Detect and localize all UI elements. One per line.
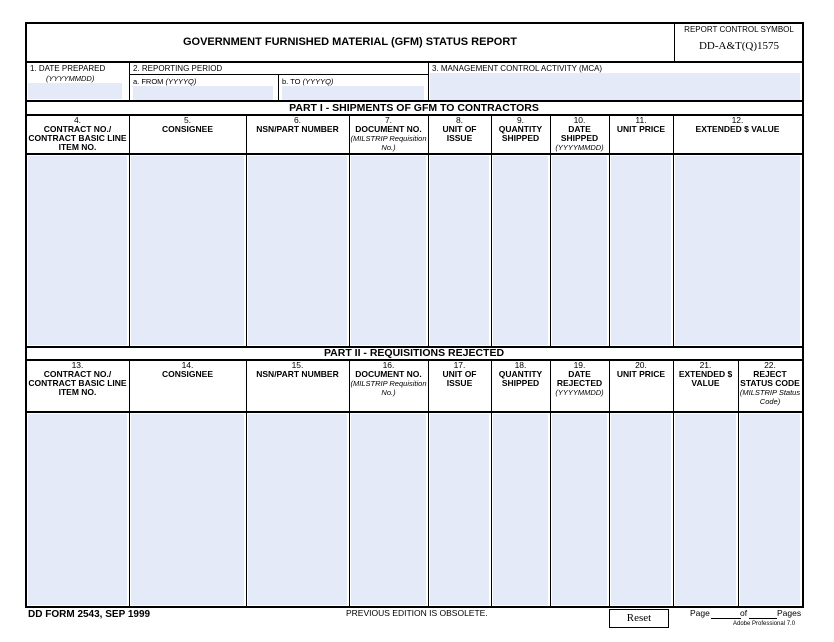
part1-column-divider [609, 114, 610, 346]
part2-col-number: 13. [71, 360, 84, 370]
part1-col-label: CONSIGNEE [161, 124, 213, 134]
frame-right [802, 22, 804, 608]
part1-column-entry[interactable] [430, 156, 489, 345]
part1-col-label: UNIT OF ISSUE [442, 124, 477, 143]
part2-col-number: 14. [181, 360, 194, 370]
from-to-divider [278, 74, 279, 101]
part1-column-divider [491, 114, 492, 346]
part1-column-divider [550, 114, 551, 346]
part1-col-number: 4. [73, 115, 82, 125]
field1-divider [129, 62, 130, 101]
part2-column-entry[interactable] [675, 414, 736, 605]
part2-col-number: 15. [291, 360, 304, 370]
part1-col-number: 11. [635, 115, 647, 125]
part2-title: PART II - REQUISITIONS REJECTED [323, 347, 505, 359]
part1-col-label: NSN/PART NUMBER [256, 124, 339, 134]
part2-column-entry[interactable] [430, 414, 489, 605]
part1-column-divider [673, 114, 674, 346]
part1-col-header [429, 116, 490, 143]
part1-col-header [27, 116, 128, 152]
from-label: a. FROM [133, 77, 164, 86]
part1-column-entry[interactable] [131, 156, 244, 345]
part1-col-header [610, 116, 672, 134]
part2-column-divider [738, 359, 739, 606]
part1-column-entry[interactable] [675, 156, 800, 345]
part2-col-number: 18. [514, 360, 527, 370]
part2-col-label: EXTENDED $ VALUE [678, 369, 733, 388]
part2-column-entry[interactable] [740, 414, 800, 605]
part1-col-header [130, 116, 245, 134]
to-label: b. TO [282, 77, 301, 86]
part2-col-header [674, 361, 737, 388]
part2-col-header [130, 361, 245, 379]
part2-column-entry[interactable] [28, 414, 127, 605]
form-title: GOVERNMENT FURNISHED MATERIAL (GFM) STATUS REPORT [182, 36, 518, 48]
part2-col-label: NSN/PART NUMBER [256, 369, 339, 379]
part2-column-divider [673, 359, 674, 606]
to-hint: (YYYYQ) [302, 77, 334, 86]
producer-note: Adobe Professional 7.0 [733, 621, 796, 627]
total-pages-field[interactable] [749, 618, 777, 619]
part2-col-label: QUANTITY SHIPPED [498, 369, 543, 388]
control-symbol-value: DD-A&T(Q)1575 [698, 40, 780, 52]
part1-column-divider [428, 114, 429, 346]
part2-col-label: CONTRACT NO./ CONTRACT BASIC LINE ITEM NO. [28, 369, 127, 397]
part2-column-divider [550, 359, 551, 606]
part2-col-number: 22. [764, 360, 776, 370]
part1-col-label: DOCUMENT NO. [355, 124, 422, 134]
part1-col-header [350, 116, 427, 152]
part2-column-divider [349, 359, 350, 606]
part1-col-hint: (YYYYMMDD) [555, 143, 604, 152]
mca-label: 3. MANAGEMENT CONTROL ACTIVITY (MCA) [432, 64, 603, 73]
part2-col-label: CONSIGNEE [161, 369, 213, 379]
part2-column-divider [428, 359, 429, 606]
part1-column-entry[interactable] [28, 156, 127, 345]
part2-col-hint: (YYYYMMDD) [555, 388, 604, 397]
part1-col-number: 7. [384, 115, 393, 125]
part2-col-label: DATE REJECTED [556, 369, 603, 388]
reset-button[interactable]: Reset [609, 609, 669, 628]
part1-col-label: EXTENDED $ VALUE [695, 124, 780, 134]
date-prepared-input[interactable] [28, 83, 122, 99]
part1-col-label: DATE SHIPPED [560, 124, 599, 143]
part2-col-header [350, 361, 427, 397]
part1-column-entry[interactable] [552, 156, 607, 345]
title-bottom-rule [25, 61, 803, 63]
part2-column-divider [246, 359, 247, 606]
page-number-field[interactable] [711, 618, 741, 619]
form-id: DD FORM 2543, SEP 1999 [28, 609, 151, 620]
part1-col-number: 8. [455, 115, 464, 125]
obsolete-notice: PREVIOUS EDITION IS OBSOLETE. [346, 608, 488, 618]
part1-col-number: 12. [731, 115, 744, 125]
part1-col-label: UNIT PRICE [616, 124, 666, 134]
part2-col-header [739, 361, 801, 406]
part2-col-label: UNIT OF ISSUE [442, 369, 477, 388]
from-label-wrap [133, 77, 196, 86]
part1-column-divider [246, 114, 247, 346]
part2-column-entry[interactable] [552, 414, 607, 605]
part1-col-number: 6. [293, 115, 302, 125]
part1-column-divider [129, 114, 130, 346]
part2-column-entry[interactable] [131, 414, 244, 605]
part2-column-divider [491, 359, 492, 606]
part1-col-hint: (MILSTRIP Requisition No.) [350, 134, 427, 152]
part2-col-number: 16. [382, 360, 395, 370]
part2-col-number: 21. [699, 360, 712, 370]
part1-col-number: 10. [573, 115, 586, 125]
part2-column-divider [129, 359, 130, 606]
pages-label: Pages [777, 608, 802, 618]
part2-col-header [429, 361, 490, 388]
to-label-wrap [282, 77, 333, 86]
part2-column-entry[interactable] [351, 414, 426, 605]
part1-col-header [247, 116, 348, 134]
part2-col-number: 19. [573, 360, 586, 370]
field2-divider [428, 62, 429, 101]
part2-col-hint: (MILSTRIP Status Code) [739, 388, 801, 406]
of-label: of [740, 608, 748, 618]
date-prepared-hint: (YYYYMMDD) [46, 74, 95, 83]
part2-column-entry[interactable] [611, 414, 671, 605]
part1-col-number: 5. [183, 115, 192, 125]
part1-col-label: QUANTITY SHIPPED [498, 124, 543, 143]
part2-col-header [610, 361, 672, 379]
page-label: Page [690, 608, 710, 618]
part2-col-number: 17. [453, 360, 466, 370]
part1-header-rule [25, 153, 803, 155]
date-prepared-label: 1. DATE PREPARED [30, 64, 106, 73]
part2-header-rule [25, 411, 803, 413]
part1-column-entry[interactable] [493, 156, 548, 345]
part1-title: PART I - SHIPMENTS OF GFM TO CONTRACTORS [289, 102, 539, 114]
from-hint: (YYYYQ) [165, 77, 197, 86]
part2-column-entry[interactable] [493, 414, 548, 605]
part2-col-label: REJECT STATUS CODE [740, 369, 800, 388]
part2-col-hint: (MILSTRIP Requisition No.) [350, 379, 427, 397]
reporting-period-rule [130, 74, 428, 75]
part2-col-label: UNIT PRICE [616, 369, 666, 379]
mca-input[interactable] [430, 73, 800, 100]
part1-column-entry[interactable] [248, 156, 347, 345]
part1-column-entry[interactable] [611, 156, 671, 345]
part1-col-label: CONTRACT NO./ CONTRACT BASIC LINE ITEM NO. [28, 124, 127, 152]
reporting-period-label: 2. REPORTING PERIOD [133, 64, 223, 73]
part2-col-header [492, 361, 549, 388]
part2-column-divider [609, 359, 610, 606]
part2-col-header [27, 361, 128, 397]
frame-top [25, 22, 803, 24]
part1-column-entry[interactable] [351, 156, 426, 345]
part2-col-header [247, 361, 348, 379]
part1-col-header [492, 116, 549, 143]
part1-column-divider [349, 114, 350, 346]
part2-column-entry[interactable] [248, 414, 347, 605]
part1-col-number: 9. [516, 115, 525, 125]
from-input[interactable] [133, 86, 273, 100]
part2-col-label: DOCUMENT NO. [355, 369, 422, 379]
to-input[interactable] [282, 86, 424, 100]
control-symbol-label: REPORT CONTROL SYMBOL [684, 25, 794, 34]
part2-col-header [551, 361, 608, 397]
title-divider [674, 22, 675, 62]
part2-col-number: 20. [635, 360, 647, 370]
part1-col-header [674, 116, 801, 134]
part1-col-header [551, 116, 608, 152]
